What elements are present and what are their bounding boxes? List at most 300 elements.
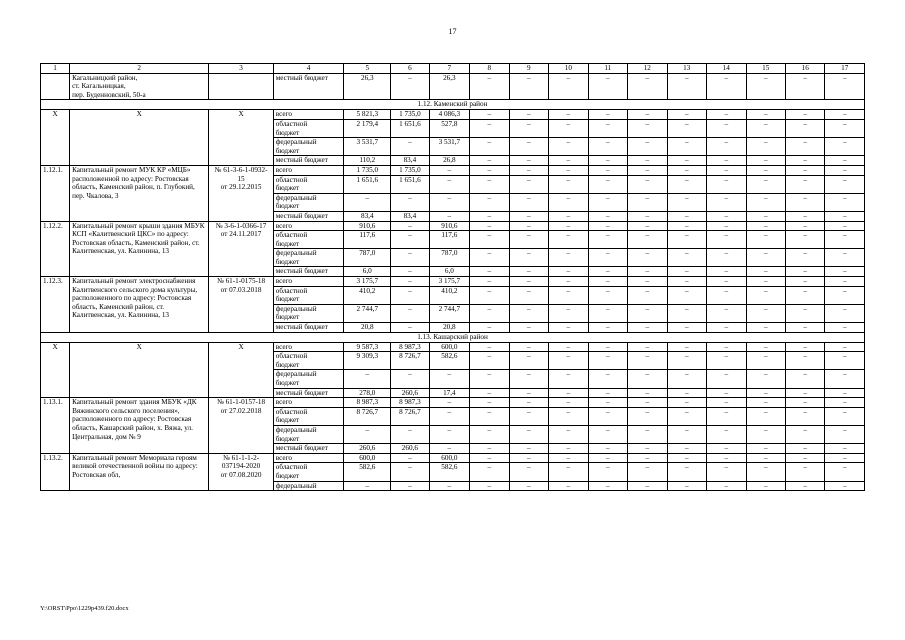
empty-year-cell: –	[588, 398, 627, 408]
empty-year-cell: –	[509, 342, 548, 352]
empty-year-cell: –	[549, 407, 588, 425]
empty-year-cell: –	[785, 138, 824, 156]
empty-year-cell: –	[628, 231, 667, 249]
empty-year-cell: –	[667, 110, 706, 120]
total-value-cell: –	[344, 425, 391, 443]
empty-year-cell: –	[785, 304, 824, 322]
empty-year-cell: –	[746, 342, 785, 352]
empty-year-cell: –	[667, 304, 706, 322]
empty-year-cell: –	[785, 352, 824, 370]
empty-year-cell: –	[588, 211, 627, 221]
document-reference-cell: № 61-1-0157-18 от 27.02.2018	[209, 398, 273, 454]
budget-source-cell: федеральный бюджет	[273, 304, 344, 322]
empty-year-cell: –	[825, 388, 865, 398]
header-cell: 14	[707, 64, 746, 74]
value-cell: –	[429, 425, 470, 443]
header-cell: 5	[344, 64, 391, 74]
empty-year-cell: –	[785, 407, 824, 425]
empty-year-cell: –	[667, 463, 706, 481]
value-cell: –	[391, 193, 429, 211]
empty-year-cell: –	[825, 138, 865, 156]
empty-year-cell: –	[785, 119, 824, 137]
empty-year-cell: –	[707, 425, 746, 443]
value-cell: –	[391, 370, 429, 388]
empty-year-cell: –	[707, 267, 746, 277]
empty-year-cell: –	[628, 352, 667, 370]
empty-year-cell: –	[628, 304, 667, 322]
empty-year-cell: –	[746, 463, 785, 481]
empty-year-cell: –	[470, 138, 509, 156]
funding-table	[40, 63, 865, 491]
empty-year-cell: –	[707, 249, 746, 267]
empty-year-cell: –	[628, 425, 667, 443]
empty-year-cell: –	[785, 211, 824, 221]
total-value-cell: 8 987,3	[344, 398, 391, 408]
empty-year-cell: –	[549, 193, 588, 211]
empty-year-cell: –	[628, 211, 667, 221]
total-value-cell: 9 587,3	[344, 342, 391, 352]
empty-year-cell: –	[746, 156, 785, 166]
empty-year-cell: –	[746, 138, 785, 156]
header-cell: 17	[825, 64, 865, 74]
empty-year-cell: –	[549, 138, 588, 156]
empty-year-cell: –	[509, 175, 548, 193]
empty-year-cell: –	[825, 110, 865, 120]
empty-year-cell: –	[707, 193, 746, 211]
budget-source-cell: всего	[273, 398, 344, 408]
empty-year-cell: –	[825, 286, 865, 304]
empty-year-cell: –	[707, 323, 746, 333]
empty-year-cell: –	[785, 277, 824, 287]
empty-year-cell: –	[707, 156, 746, 166]
empty-year-cell: –	[825, 277, 865, 287]
empty-year-cell: –	[825, 481, 865, 491]
value-cell: 582,6	[429, 463, 470, 481]
empty-year-cell: –	[549, 463, 588, 481]
empty-year-cell: –	[470, 352, 509, 370]
empty-year-cell: –	[825, 175, 865, 193]
empty-year-cell: –	[470, 388, 509, 398]
budget-source-cell: федеральный бюджет	[273, 249, 344, 267]
value-cell: 260,6	[391, 444, 429, 454]
value-cell: –	[429, 211, 470, 221]
empty-year-cell: –	[667, 175, 706, 193]
empty-year-cell: –	[825, 221, 865, 231]
empty-year-cell: –	[588, 304, 627, 322]
document-reference-cell: № 61-1-1-2-037194-2020 от 07.08.2020	[209, 453, 273, 490]
empty-year-cell: –	[746, 370, 785, 388]
table-row	[41, 73, 865, 100]
empty-year-cell: –	[628, 463, 667, 481]
empty-year-cell: –	[470, 370, 509, 388]
empty-year-cell: –	[707, 165, 746, 175]
value-cell: –	[391, 286, 429, 304]
total-value-cell: 600,0	[344, 453, 391, 463]
empty-year-cell: –	[746, 352, 785, 370]
empty-year-cell: –	[707, 175, 746, 193]
header-row	[41, 64, 865, 74]
header-cell: 10	[549, 64, 588, 74]
empty-year-cell: –	[509, 211, 548, 221]
value-cell: 8 987,3	[391, 342, 429, 352]
value-cell: –	[391, 73, 429, 100]
empty-year-cell: –	[588, 463, 627, 481]
total-value-cell: 117,6	[344, 231, 391, 249]
empty-year-cell: –	[628, 156, 667, 166]
total-value-cell: 8 726,7	[344, 407, 391, 425]
empty-year-cell: –	[549, 110, 588, 120]
value-cell: 2 744,7	[429, 304, 470, 322]
empty-year-cell: –	[470, 407, 509, 425]
empty-year-cell: –	[785, 267, 824, 277]
budget-source-cell: местный бюджет	[273, 267, 344, 277]
budget-source-cell: всего	[273, 277, 344, 287]
budget-source-cell: федеральный бюджет	[273, 138, 344, 156]
empty-year-cell: –	[628, 193, 667, 211]
value-cell: 527,8	[429, 119, 470, 137]
page-number: 17	[448, 27, 457, 36]
empty-year-cell: –	[825, 304, 865, 322]
empty-year-cell: –	[509, 193, 548, 211]
empty-year-cell: –	[549, 165, 588, 175]
value-cell: 17,4	[429, 388, 470, 398]
empty-year-cell: –	[588, 388, 627, 398]
empty-year-cell: –	[667, 407, 706, 425]
budget-source-cell: областной бюджет	[273, 231, 344, 249]
table-row	[41, 453, 865, 463]
header-cell: 16	[785, 64, 824, 74]
empty-year-cell: –	[825, 425, 865, 443]
empty-year-cell: –	[628, 165, 667, 175]
budget-source-cell: местный бюджет	[273, 388, 344, 398]
header-cell: 9	[509, 64, 548, 74]
budget-source-cell: местный бюджет	[273, 156, 344, 166]
value-cell: 1 735,0	[391, 165, 429, 175]
empty-year-cell: –	[588, 110, 627, 120]
section-header-row	[41, 100, 865, 110]
empty-year-cell: –	[628, 388, 667, 398]
empty-year-cell: –	[588, 342, 627, 352]
budget-source-cell: областной бюджет	[273, 407, 344, 425]
value-cell: 600,0	[429, 453, 470, 463]
total-value-cell: 9 309,3	[344, 352, 391, 370]
empty-year-cell: –	[746, 211, 785, 221]
budget-source-cell: федеральный бюджет	[273, 370, 344, 388]
empty-year-cell: –	[707, 342, 746, 352]
empty-year-cell: –	[470, 165, 509, 175]
section-header-row	[41, 332, 865, 342]
empty-year-cell: –	[628, 110, 667, 120]
empty-year-cell: –	[628, 119, 667, 137]
empty-year-cell: –	[509, 231, 548, 249]
empty-year-cell: –	[667, 453, 706, 463]
value-cell: 410,2	[429, 286, 470, 304]
empty-year-cell: –	[549, 370, 588, 388]
empty-year-cell: –	[509, 249, 548, 267]
empty-year-cell: –	[667, 342, 706, 352]
empty-year-cell: –	[509, 481, 548, 491]
empty-year-cell: –	[549, 156, 588, 166]
empty-year-cell: –	[588, 138, 627, 156]
empty-year-cell: –	[746, 119, 785, 137]
empty-year-cell: –	[667, 138, 706, 156]
value-cell: 910,6	[429, 221, 470, 231]
footer-file-path: Y:\ORST\Ppo\1229p439.f20.docx	[40, 605, 129, 612]
empty-year-cell: –	[746, 398, 785, 408]
header-cell: 6	[391, 64, 429, 74]
empty-year-cell: –	[707, 481, 746, 491]
empty-year-cell: –	[825, 398, 865, 408]
value-cell: 8 726,7	[391, 407, 429, 425]
empty-year-cell: –	[825, 193, 865, 211]
empty-year-cell: –	[509, 138, 548, 156]
empty-year-cell: –	[825, 407, 865, 425]
total-value-cell: –	[344, 193, 391, 211]
item-number-cell: 1.12.1.	[41, 165, 70, 221]
value-cell: 20,8	[429, 323, 470, 333]
empty-year-cell: –	[707, 138, 746, 156]
value-cell: 787,0	[429, 249, 470, 267]
empty-year-cell: –	[707, 388, 746, 398]
document-reference-cell: № 61-1-0175-18 от 07.03.2018	[209, 277, 273, 333]
empty-year-cell: –	[825, 453, 865, 463]
empty-year-cell: –	[746, 249, 785, 267]
empty-year-cell: –	[667, 323, 706, 333]
empty-year-cell: –	[746, 193, 785, 211]
header-cell: 3	[209, 64, 273, 74]
empty-year-cell: –	[746, 323, 785, 333]
value-cell: –	[391, 323, 429, 333]
empty-year-cell: –	[470, 110, 509, 120]
empty-year-cell: –	[707, 407, 746, 425]
empty-year-cell: –	[785, 370, 824, 388]
empty-year-cell: –	[746, 388, 785, 398]
value-cell: –	[391, 453, 429, 463]
value-cell: –	[429, 370, 470, 388]
empty-year-cell: –	[470, 156, 509, 166]
empty-year-cell: –	[746, 444, 785, 454]
empty-year-cell: –	[549, 453, 588, 463]
empty-year-cell: –	[470, 277, 509, 287]
value-cell: 4 086,3	[429, 110, 470, 120]
header-cell: 12	[628, 64, 667, 74]
budget-source-cell: местный бюджет	[273, 73, 344, 100]
value-cell: –	[391, 277, 429, 287]
header-cell: 1	[41, 64, 70, 74]
value-cell: 1 651,6	[391, 119, 429, 137]
value-cell: –	[391, 267, 429, 277]
budget-source-cell: областной бюджет	[273, 175, 344, 193]
empty-year-cell: –	[628, 407, 667, 425]
section-title: 1.13. Кашарский район	[41, 332, 865, 342]
empty-year-cell: –	[707, 398, 746, 408]
empty-year-cell: –	[470, 444, 509, 454]
empty-year-cell: –	[707, 110, 746, 120]
empty-year-cell: –	[628, 481, 667, 491]
empty-year-cell: –	[667, 267, 706, 277]
empty-year-cell: –	[509, 425, 548, 443]
total-value-cell: 278,0	[344, 388, 391, 398]
value-cell: 260,6	[391, 388, 429, 398]
value-cell: –	[391, 481, 429, 491]
total-value-cell: 1 651,6	[344, 175, 391, 193]
value-cell: –	[429, 193, 470, 211]
empty-year-cell: –	[509, 323, 548, 333]
budget-source-cell: федеральный	[273, 481, 344, 491]
empty-year-cell: –	[785, 175, 824, 193]
empty-year-cell: –	[746, 267, 785, 277]
empty-year-cell: –	[549, 304, 588, 322]
empty-year-cell: –	[588, 231, 627, 249]
object-description-cell: Капитальный ремонт электроснабжения Калитвенского сельского дома культуры, расположенного по адресу: Ростовская область, Каменский район, ст. Калитвенская, ул. Калинина, 13	[70, 277, 209, 333]
empty-year-cell: –	[825, 249, 865, 267]
document-reference-cell: № 3-6-1-0366-17 от 24.11.2017	[209, 221, 273, 277]
empty-year-cell: –	[707, 304, 746, 322]
empty-year-cell: –	[549, 398, 588, 408]
empty-year-cell: –	[746, 277, 785, 287]
value-cell: –	[391, 221, 429, 231]
empty-year-cell: –	[746, 231, 785, 249]
empty-year-cell: –	[785, 425, 824, 443]
empty-year-cell: –	[746, 286, 785, 304]
empty-year-cell: –	[746, 175, 785, 193]
empty-year-cell: –	[588, 277, 627, 287]
document-reference-cell: X	[209, 342, 273, 398]
empty-year-cell: –	[825, 352, 865, 370]
empty-year-cell: –	[588, 193, 627, 211]
empty-year-cell: –	[628, 221, 667, 231]
empty-year-cell: –	[549, 352, 588, 370]
empty-year-cell: –	[825, 73, 865, 100]
empty-year-cell: –	[549, 221, 588, 231]
budget-source-cell: местный бюджет	[273, 444, 344, 454]
empty-year-cell: –	[746, 425, 785, 443]
empty-year-cell: –	[588, 156, 627, 166]
empty-year-cell: –	[470, 398, 509, 408]
empty-year-cell: –	[667, 444, 706, 454]
empty-year-cell: –	[588, 73, 627, 100]
empty-year-cell: –	[785, 221, 824, 231]
empty-year-cell: –	[588, 444, 627, 454]
empty-year-cell: –	[509, 267, 548, 277]
empty-year-cell: –	[470, 323, 509, 333]
empty-year-cell: –	[509, 463, 548, 481]
empty-year-cell: –	[707, 453, 746, 463]
empty-year-cell: –	[470, 175, 509, 193]
empty-year-cell: –	[470, 119, 509, 137]
empty-year-cell: –	[707, 352, 746, 370]
budget-source-cell: местный бюджет	[273, 323, 344, 333]
empty-year-cell: –	[470, 425, 509, 443]
empty-year-cell: –	[667, 425, 706, 443]
empty-year-cell: –	[549, 175, 588, 193]
value-cell: –	[429, 407, 470, 425]
empty-year-cell: –	[509, 388, 548, 398]
empty-year-cell: –	[825, 463, 865, 481]
total-value-cell: 1 735,0	[344, 165, 391, 175]
object-description-cell: Капитальный ремонт МУК КР «МЦБ» расположенной по адресу: Ростовская область, Каменский район, п. Глубокий, пер. Чкалова, 3	[70, 165, 209, 221]
empty-year-cell: –	[707, 119, 746, 137]
item-number-cell: 1.13.1.	[41, 398, 70, 454]
empty-year-cell: –	[470, 463, 509, 481]
empty-year-cell: –	[667, 221, 706, 231]
empty-year-cell: –	[667, 370, 706, 388]
empty-year-cell: –	[549, 267, 588, 277]
empty-year-cell: –	[667, 277, 706, 287]
object-description-cell: Капитальный ремонт Мемориала героям великой отечественной войны по адресу: Ростовская обл,	[70, 453, 209, 490]
empty-year-cell: –	[549, 444, 588, 454]
empty-year-cell: –	[588, 286, 627, 304]
budget-source-cell: федеральный бюджет	[273, 193, 344, 211]
empty-year-cell: –	[628, 249, 667, 267]
empty-year-cell: –	[470, 211, 509, 221]
object-description-cell: X	[70, 110, 209, 166]
empty-year-cell: –	[667, 165, 706, 175]
empty-year-cell: –	[785, 444, 824, 454]
total-value-cell: 3 531,7	[344, 138, 391, 156]
total-value-cell: 260,6	[344, 444, 391, 454]
empty-year-cell: –	[825, 211, 865, 221]
empty-year-cell: –	[509, 453, 548, 463]
value-cell: 83,4	[391, 156, 429, 166]
total-value-cell: 110,2	[344, 156, 391, 166]
empty-year-cell: –	[785, 286, 824, 304]
empty-year-cell: –	[549, 231, 588, 249]
empty-year-cell: –	[509, 444, 548, 454]
value-cell: –	[391, 463, 429, 481]
value-cell: 8 987,3	[391, 398, 429, 408]
item-number-cell: X	[41, 342, 70, 398]
value-cell: –	[391, 231, 429, 249]
value-cell: –	[429, 481, 470, 491]
document-reference-cell	[209, 73, 273, 100]
empty-year-cell: –	[825, 370, 865, 388]
value-cell: 26,3	[429, 73, 470, 100]
empty-year-cell: –	[588, 453, 627, 463]
value-cell: –	[391, 425, 429, 443]
budget-source-cell: областной бюджет	[273, 286, 344, 304]
table-row	[41, 342, 865, 352]
empty-year-cell: –	[746, 304, 785, 322]
table-row	[41, 110, 865, 120]
empty-year-cell: –	[628, 73, 667, 100]
value-cell: –	[391, 138, 429, 156]
empty-year-cell: –	[785, 73, 824, 100]
total-value-cell: 910,6	[344, 221, 391, 231]
empty-year-cell: –	[588, 425, 627, 443]
document-reference-cell: № 61-3-6-1-0932-15 от 29.12.2015	[209, 165, 273, 221]
item-number-cell: 1.13.2.	[41, 453, 70, 490]
empty-year-cell: –	[588, 407, 627, 425]
empty-year-cell: –	[628, 277, 667, 287]
total-value-cell: 2 179,4	[344, 119, 391, 137]
empty-year-cell: –	[667, 119, 706, 137]
empty-year-cell: –	[509, 277, 548, 287]
empty-year-cell: –	[746, 110, 785, 120]
empty-year-cell: –	[470, 267, 509, 277]
total-value-cell: –	[344, 481, 391, 491]
budget-source-cell: всего	[273, 342, 344, 352]
empty-year-cell: –	[470, 249, 509, 267]
empty-year-cell: –	[509, 304, 548, 322]
empty-year-cell: –	[746, 407, 785, 425]
value-cell: –	[391, 249, 429, 267]
item-number-cell	[41, 73, 70, 100]
empty-year-cell: –	[588, 267, 627, 277]
empty-year-cell: –	[746, 453, 785, 463]
table-body	[41, 64, 865, 491]
empty-year-cell: –	[509, 165, 548, 175]
